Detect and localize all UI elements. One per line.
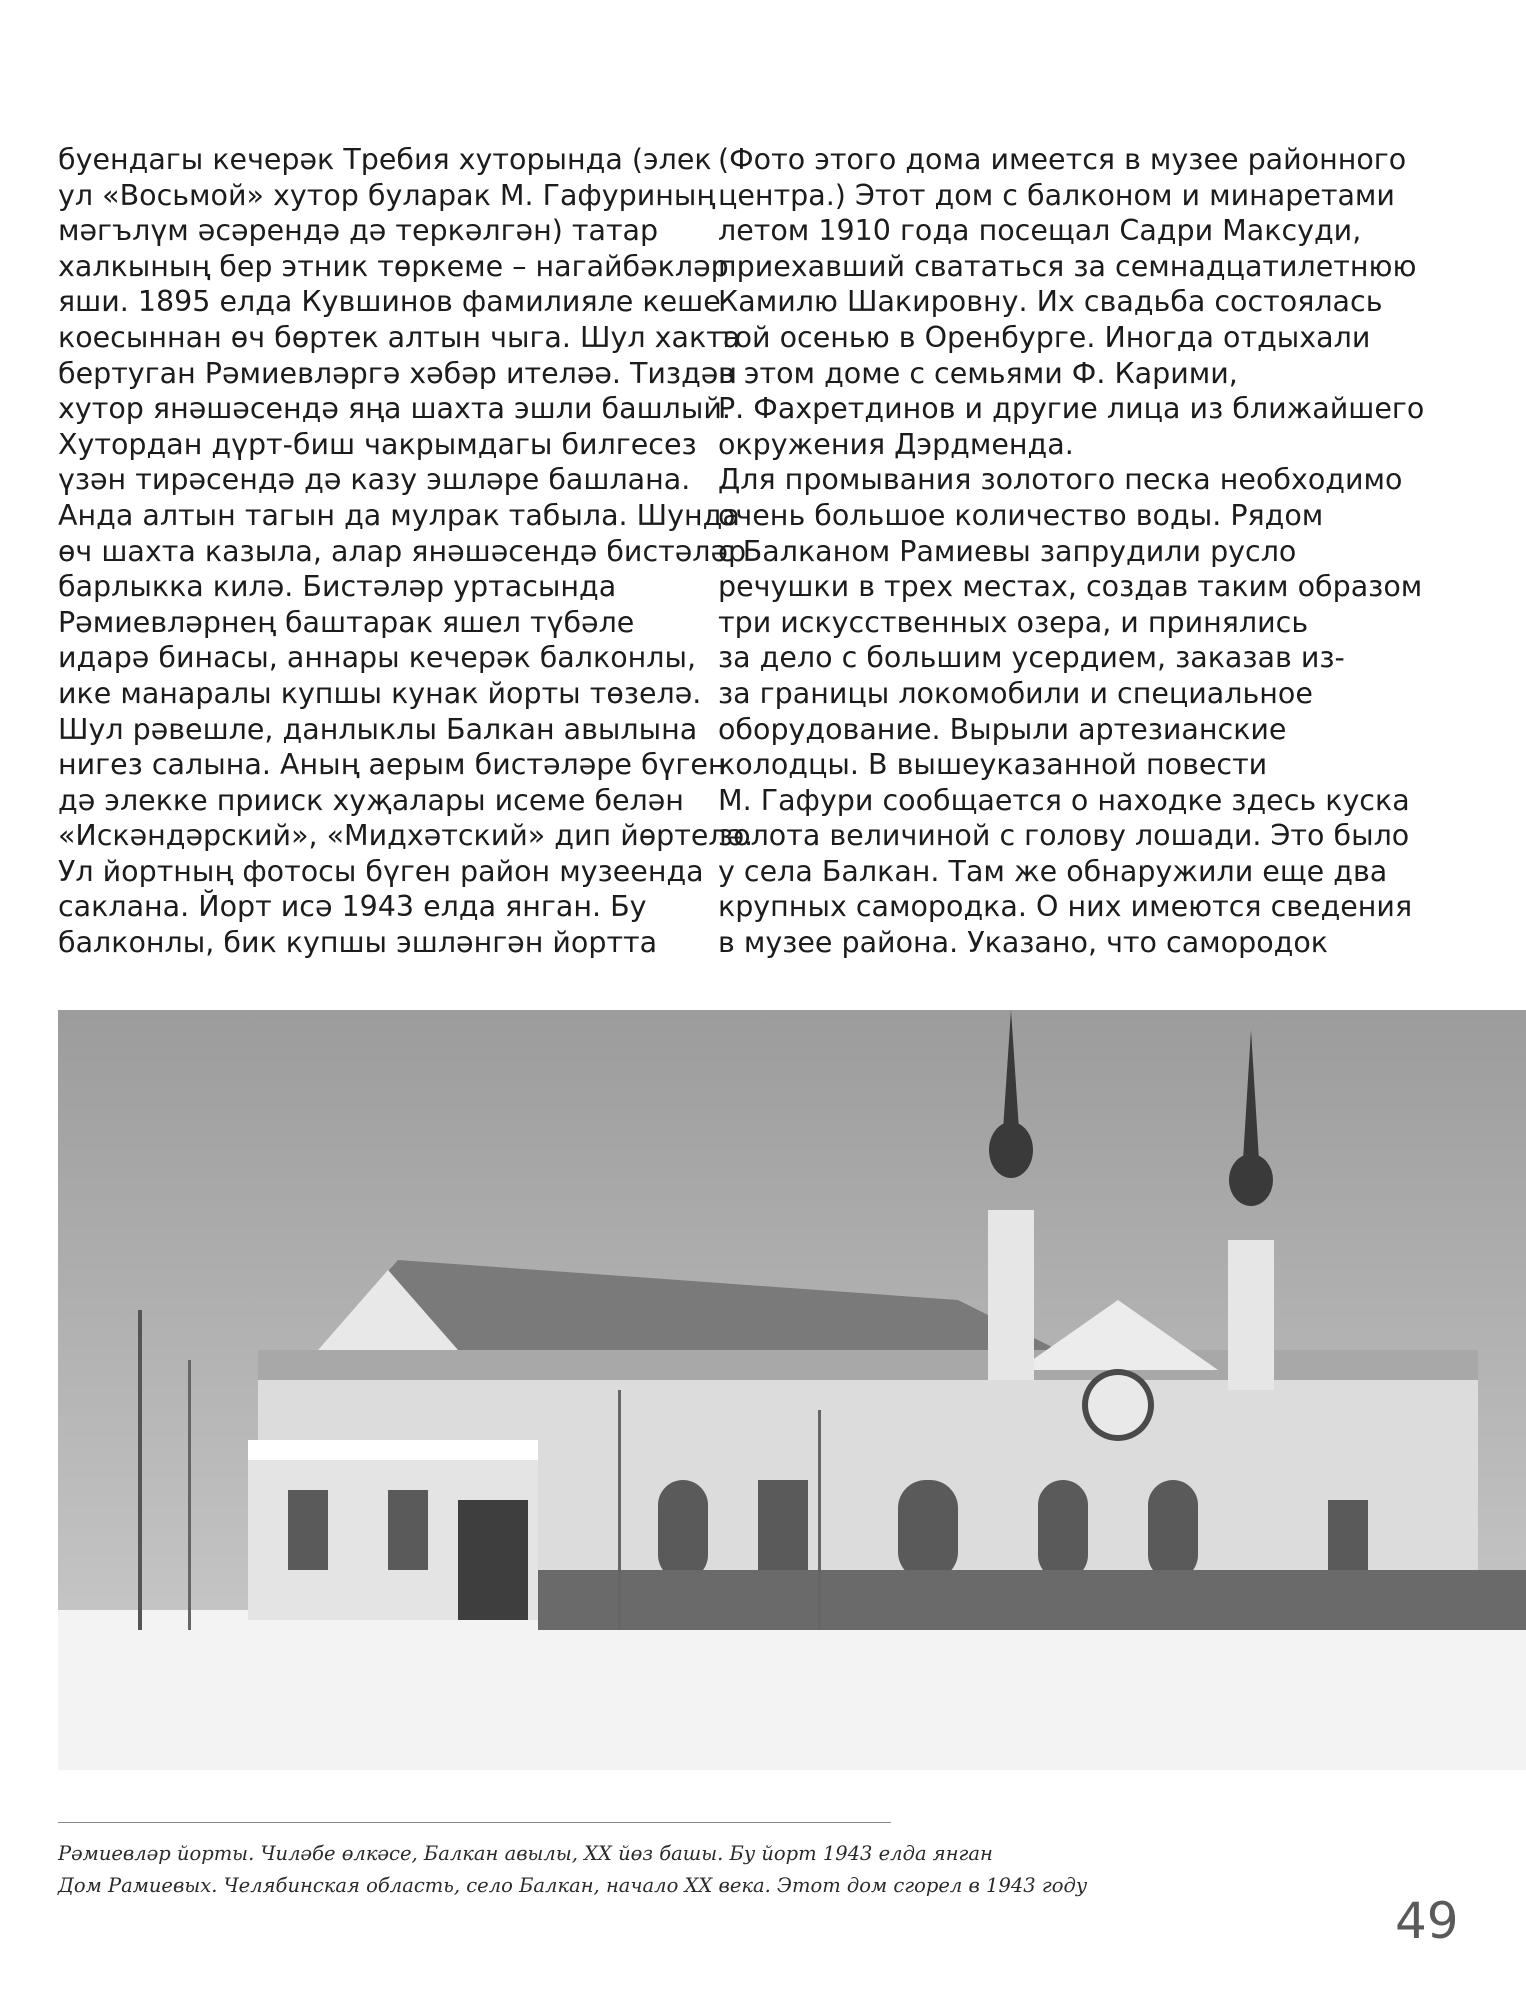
text-line: мәгълүм әсәрендә дә теркәлгән) татар (58, 214, 659, 248)
text-line: золота величиной с голову лошади. Это было (718, 819, 1410, 853)
text-line: халкының бер этник төркеме – нагайбәкләр (58, 249, 729, 283)
text-line: Р. Фахретдинов и другие лица из ближайшего (718, 392, 1425, 426)
text-line: той осенью в Оренбурге. Иногда отдыхали (718, 320, 1371, 354)
text-line: коесыннан өч бөртек алтын чыга. Шул хакта (58, 320, 741, 354)
text-line: барлыкка килә. Бистәләр уртасында (58, 570, 617, 604)
page-number: 49 (1395, 1892, 1459, 1950)
text-line: колодцы. В вышеуказанной повести (718, 748, 1268, 782)
text-line: за границы локомобили и специальное (718, 676, 1313, 710)
text-line: окружения Дэрдменда. (718, 427, 1074, 461)
text-line: Камилю Шакировну. Их свадьба состоялась (718, 285, 1383, 319)
text-line: үзән тирәсендә дә казу эшләре башлана. (58, 463, 691, 497)
text-line: центра.) Этот дом с балконом и минаретами (718, 178, 1395, 212)
text-line: идарә бинасы, аннары кечерәк балконлы, (58, 641, 697, 675)
text-line: летом 1910 года посещал Садри Максуди, (718, 214, 1362, 248)
text-line: оборудование. Вырыли артезианские (718, 712, 1287, 746)
text-line: ике манаралы купшы кунак йорты төзелә. (58, 676, 702, 710)
text-line: Для промывания золотого песка необходимо (718, 463, 1403, 497)
text-line: нигез салына. Аның аерым бистәләре бүген (58, 748, 727, 782)
text-line: Анда алтын тагын да мулрак табыла. Шунда (58, 498, 740, 532)
text-line: ул «Восьмой» хутор буларак М. Гафуриның (58, 178, 716, 212)
caption-tatar: Рәмиевләр йорты. Чиләбе өлкәсе, Балкан авылы, XX йөз башы. Бу йорт 1943 елда янган (58, 1842, 993, 1865)
text-line: приехавший свататься за семнадцатилетнюю (718, 249, 1417, 283)
caption-rule (58, 1822, 891, 1823)
text-line: өч шахта казыла, алар янәшәсендә бистәләр (58, 534, 747, 568)
text-line: три искусственных озера, и принялись (718, 605, 1309, 639)
historic-house-photo (58, 1010, 1526, 1770)
text-line: за дело с большим усердием, заказав из- (718, 641, 1345, 675)
text-line: Рәмиевләрнең баштарак яшел түбәле (58, 605, 635, 639)
house-photo-drawing (58, 1010, 1526, 1770)
text-line: «Искәндәрский», «Мидхәтский» дип йөртелә. (58, 819, 754, 853)
right-text-column (718, 142, 1425, 961)
text-line: буендагы кечерәк Требия хуторында (элек (58, 143, 712, 176)
text-line: с Балканом Рамиевы запрудили русло (718, 534, 1297, 568)
text-line: в музее района. Указано, что самородок (718, 926, 1328, 960)
text-line: Хутордан дүрт-биш чакрымдагы билгесез (58, 427, 697, 461)
text-line: Шул рәвешле, данлыклы Балкан авылына (58, 712, 698, 746)
text-line: бертуган Рәмиевләргә хәбәр ителәә. Тиздән (58, 356, 737, 390)
text-line: (Фото этого дома имеется в музее районного (718, 143, 1407, 176)
text-line: крупных самородка. О них имеются сведения (718, 890, 1413, 924)
text-line: речушки в трех местах, создав таким образом (718, 570, 1423, 604)
left-text-column (58, 142, 754, 961)
text-line: саклана. Йорт исә 1943 елда янган. Бу (58, 890, 647, 924)
text-line: хутор янәшәсендә яңа шахта эшли башлый. (58, 392, 731, 426)
text-line: балконлы, бик купшы эшләнгән йортта (58, 926, 658, 960)
text-line: дә элекке прииск хуҗалары исеме белән (58, 783, 684, 817)
text-line: яши. 1895 елда Кувшинов фамилияле кеше (58, 285, 721, 319)
text-line: Ул йортның фотосы бүген район музеенда (58, 854, 704, 888)
text-line: в этом доме с семьями Ф. Карими, (718, 356, 1238, 390)
text-line: очень большое количество воды. Рядом (718, 498, 1324, 532)
caption-russian: Дом Рамиевых. Челябинская область, село Балкан, начало XX века. Этот дом сгорел в 1943 году (58, 1874, 1088, 1897)
text-line: М. Гафури сообщается о находке здесь куска (718, 783, 1410, 817)
text-line: у села Балкан. Там же обнаружили еще два (718, 854, 1388, 888)
